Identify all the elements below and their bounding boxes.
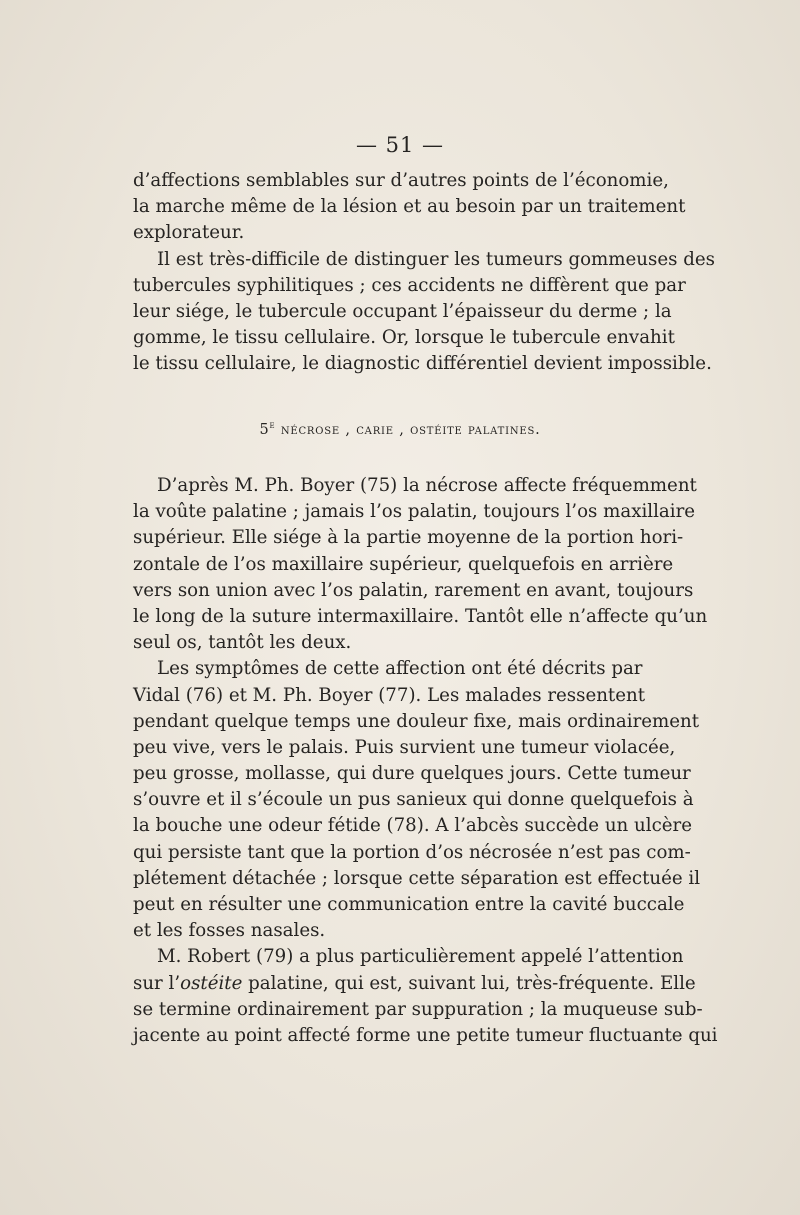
text-line: et les fosses nasales. <box>133 920 326 942</box>
text-block-bottom <box>133 473 718 1049</box>
text-line: Il est très-difficile de distinguer les tumeurs gommeuses des <box>157 248 715 270</box>
text-line: qui persiste tant que la portion d’os nécrosée n’est pas com- <box>133 841 691 863</box>
text-line: supérieur. Elle siége à la partie moyenne de la portion hori- <box>133 527 684 549</box>
text-line: leur siége, le tubercule occupant l’épaisseur du derme ; la <box>133 300 672 322</box>
text-line: la voûte palatine ; jamais l’os palatin, toujours l’os maxillaire <box>133 501 696 523</box>
text-line: s’ouvre et il s’écoule un pus sanieux qui donne quelquefois à <box>133 789 694 811</box>
text-line: se termine ordinairement par suppuration ; la muqueuse sub- <box>133 998 703 1020</box>
page-number: — 51 — <box>355 133 445 157</box>
text-line: Vidal (76) et M. Ph. Boyer (77). Les malades ressentent <box>133 684 646 706</box>
section-heading <box>0 422 800 438</box>
text-line: M. Robert (79) a plus particulièrement appelé l’attention <box>157 946 684 968</box>
text-line: la bouche une odeur fétide (78). A l’abcès succède un ulcère <box>133 815 692 837</box>
text-line: seul os, tantôt les deux. <box>133 632 352 654</box>
text-line: peut en résulter une communication entre la cavité buccale <box>133 894 685 915</box>
text-line: la marche même de la lésion et au besoin par un traitement <box>133 196 686 218</box>
section-heading-title: nécrose , carie , ostéite palatines. <box>280 422 541 438</box>
text-line: jacente au point affecté forme une petite tumeur fluctuante qui <box>133 1024 718 1046</box>
section-heading-ordinal: e <box>269 420 276 432</box>
text-line: le long de la suture intermaxillaire. Tantôt elle n’affecte qu’un <box>133 605 708 627</box>
text-line: plétement détachée ; lorsque cette séparation est effectuée il <box>133 867 701 889</box>
text-line: d’affections semblables sur d’autres points de l’économie, <box>133 170 669 191</box>
emphasized-word: ostéite <box>180 972 243 994</box>
text-line: zontale de l’os maxillaire supérieur, quelquefois en arrière <box>133 553 674 575</box>
text-line: vers son union avec l’os palatin, rarement en avant, toujours <box>133 579 694 601</box>
text-line: le tissu cellulaire, le diagnostic différentiel devient impossible. <box>133 353 712 375</box>
text-line: pendant quelque temps une douleur fixe, mais ordinairement <box>133 710 700 732</box>
text-line: explorateur. <box>133 222 245 244</box>
text-line: peu vive, vers le palais. Puis survient une tumeur violacée, <box>133 736 676 758</box>
text-line: peu grosse, mollasse, qui dure quelques jours. Cette tumeur <box>133 763 691 785</box>
text-line: D’après M. Ph. Boyer (75) la nécrose affecte fréquemment <box>157 475 697 496</box>
text-block-top <box>133 168 715 378</box>
section-heading-number: 5 <box>259 422 270 438</box>
text-line: sur l’ostéite palatine, qui est, suivant lui, très-fréquente. Elle <box>133 972 696 994</box>
text-line: gomme, le tissu cellulaire. Or, lorsque le tubercule envahit <box>133 327 675 349</box>
text-line: tubercules syphilitiques ; ces accidents ne diffèrent que par <box>133 274 686 296</box>
text-line: Les symptômes de cette affection ont été décrits par <box>157 658 643 680</box>
